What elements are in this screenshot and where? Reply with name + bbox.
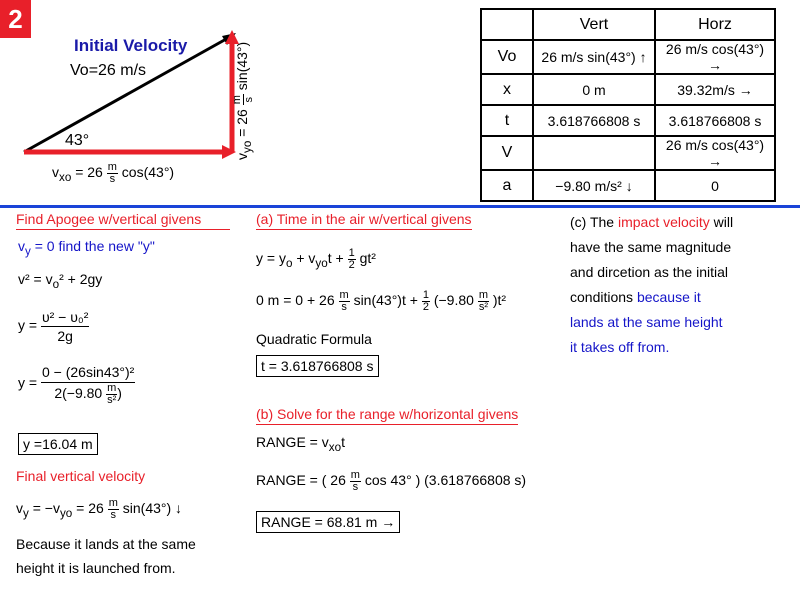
horz-cell: 0 bbox=[655, 170, 775, 201]
impact-line-5: lands at the same height bbox=[570, 314, 723, 330]
givens-table bbox=[480, 8, 776, 202]
range-result: RANGE = 68.81 m → bbox=[256, 511, 400, 533]
horz-cell: 26 m/s cos(43°) → bbox=[655, 136, 775, 170]
y-substituted-equation: y = 0 − (26sin43°)² 2(−9.80 $\frac{m}{\text{s²}}$ ) bbox=[18, 364, 135, 406]
diagram-title: Initial Velocity bbox=[74, 36, 188, 55]
impact-line-2: have the same magnitude bbox=[570, 239, 732, 255]
table-header-row bbox=[481, 9, 775, 40]
initial-speed-label: Vo=26 m/s bbox=[70, 62, 147, 79]
impact-line-4: conditions because it bbox=[570, 289, 701, 305]
impact-line-3: and dircetion as the initial bbox=[570, 264, 728, 280]
y-solve-equation: y = $\frac{\text{υ² − υ₀²}}{2g}$ bbox=[18, 309, 89, 344]
apogee-heading: Find Apogee w/vertical givens bbox=[16, 211, 230, 230]
horz-cell: 3.618766808 s bbox=[655, 105, 775, 136]
quadratic-formula-label: Quadratic Formula bbox=[256, 331, 372, 347]
row-label: Vo bbox=[481, 40, 533, 74]
impact-velocity-text bbox=[570, 210, 790, 360]
kinematic-equation: $v^2 = v_o^2 + 2gy$ bbox=[18, 271, 103, 291]
row-label: a bbox=[481, 170, 533, 201]
row-label: V bbox=[481, 136, 533, 170]
vyo-equation: $v_{yo} = 26$ m s sin(43°) bbox=[231, 41, 255, 160]
table-row bbox=[481, 40, 775, 74]
table-header-cell: Vert bbox=[533, 9, 655, 40]
table-header-cell bbox=[481, 9, 533, 40]
vert-cell: 26 m/s sin(43°) ↑ bbox=[533, 40, 655, 74]
range-substituted-equation: RANGE = ( 26 $\frac{m}{s}$ cos 43° ) (3.618766808 s) bbox=[256, 469, 527, 493]
vxo-equation: $v_{xo} = 26$ $\frac{m}{s}$ cos(43°) bbox=[52, 161, 175, 185]
time-substituted-equation: 0 m = 0 + 26 $\frac{m}{s}$ sin(43°)t + $\frac{1}{2}$ (−9.80 $\frac{m}{\text{s²}}$ )t² bbox=[256, 289, 507, 313]
vert-cell: −9.80 m/s² ↓ bbox=[533, 170, 655, 201]
final-velocity-note-2: height it is launched from. bbox=[16, 560, 176, 576]
final-velocity-note-1: Because it lands at the same bbox=[16, 536, 196, 552]
table-header-cell: Horz bbox=[655, 9, 775, 40]
horz-cell: 26 m/s cos(43°) → bbox=[655, 40, 775, 74]
time-air-heading: (a) Time in the air w/vertical givens bbox=[256, 211, 472, 230]
impact-line-1: (c) The impact velocity will bbox=[570, 214, 734, 230]
section-divider bbox=[0, 205, 800, 208]
vert-cell: 3.618766808 s bbox=[533, 105, 655, 136]
final-velocity-equation: $v_y = -v_{yo} = 26$ $\frac{m}{s}$ sin(43°) ↓ bbox=[16, 497, 183, 521]
range-heading: (b) Solve for the range w/horizontal givens bbox=[256, 406, 518, 425]
final-velocity-heading: Final vertical velocity bbox=[16, 468, 146, 484]
vy-zero-line: $v_y = 0$ find the new "y" bbox=[18, 238, 155, 258]
time-result: t = 3.618766808 s bbox=[256, 355, 379, 377]
apogee-result: y =16.04 m bbox=[18, 433, 98, 455]
row-label: x bbox=[481, 74, 533, 105]
angle-label: 43° bbox=[65, 132, 90, 149]
table-row bbox=[481, 136, 775, 170]
vert-cell bbox=[533, 136, 655, 170]
slide-number-badge: 2 bbox=[0, 0, 31, 38]
table-row bbox=[481, 105, 775, 136]
table-row bbox=[481, 170, 775, 201]
row-label: t bbox=[481, 105, 533, 136]
table-row bbox=[481, 74, 775, 105]
position-equation: $y = y_o + v_{yo}t$ + $\frac{1}{2}$ gt² bbox=[256, 247, 376, 271]
range-equation: RANGE = $v_{xo}t$ bbox=[256, 434, 345, 454]
horz-cell: 39.32m/s → bbox=[655, 74, 775, 105]
vert-cell: 0 m bbox=[533, 74, 655, 105]
impact-line-6: it takes off from. bbox=[570, 339, 670, 355]
